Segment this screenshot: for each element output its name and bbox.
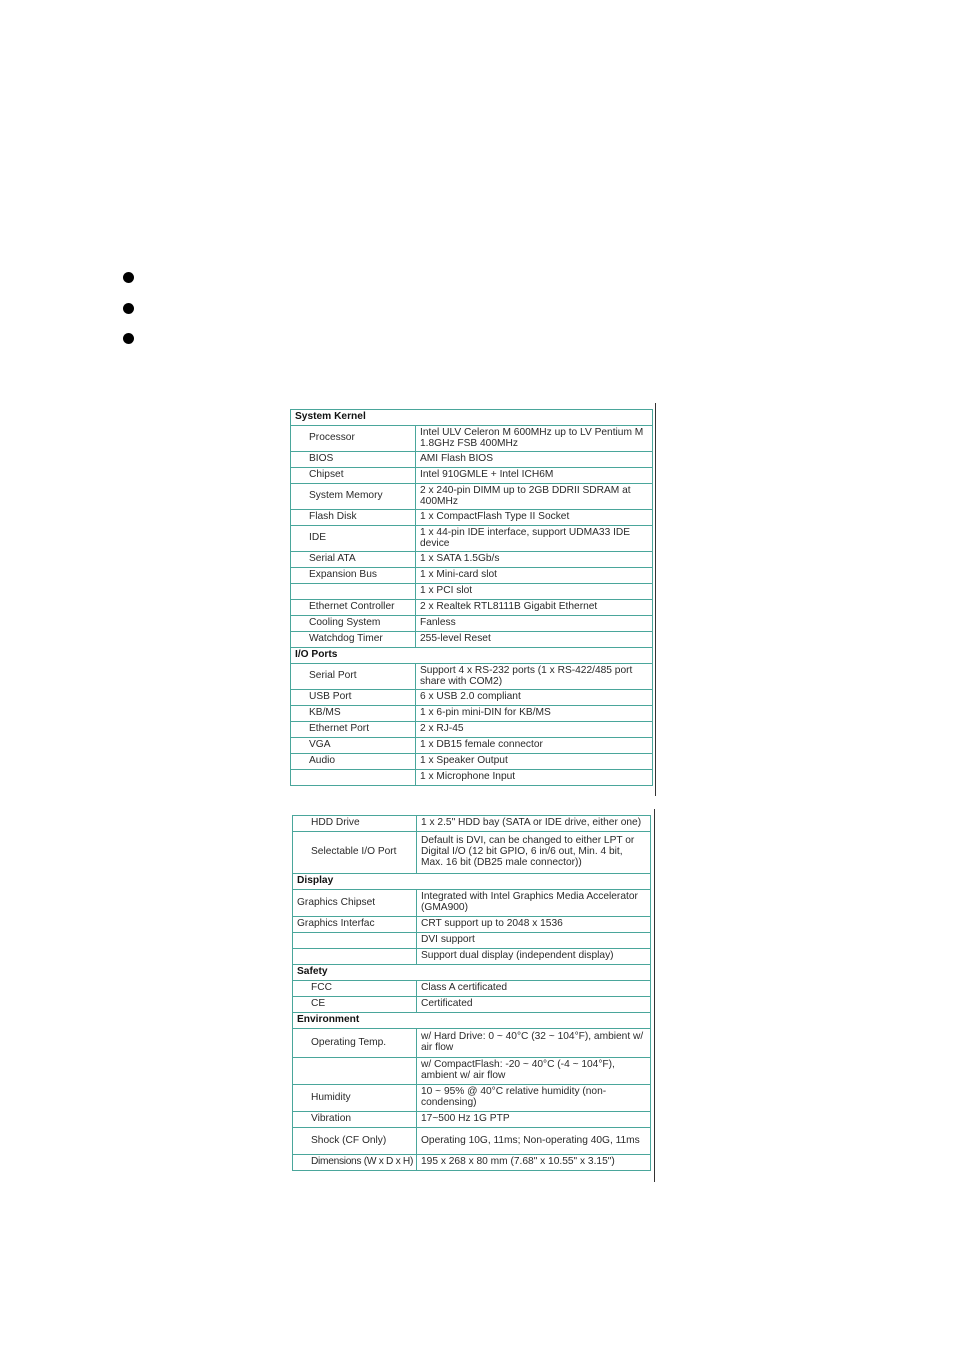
spec-label: Operating Temp.	[293, 1029, 417, 1058]
spec-value: 2 x Realtek RTL8111B Gigabit Ethernet	[416, 600, 653, 616]
section-title-io-ports: I/O Ports	[291, 648, 653, 664]
spec-value: Fanless	[416, 616, 653, 632]
spec-label: Selectable I/O Port	[293, 832, 417, 874]
spec-label: Processor	[291, 426, 416, 452]
spec-value: Operating 10G, 11ms; Non-operating 40G, 11ms	[417, 1128, 651, 1155]
spec-value: 2 x RJ-45	[416, 722, 653, 738]
spec-label: Audio	[291, 754, 416, 770]
spec-label: Watchdog Timer	[291, 632, 416, 648]
spec-value: 1 x Microphone Input	[416, 770, 653, 786]
spec-label: Ethernet Controller	[291, 600, 416, 616]
spec-value: 1 x 6-pin mini-DIN for KB/MS	[416, 706, 653, 722]
spec-label: Serial Port	[291, 664, 416, 690]
bullet-1	[123, 272, 134, 283]
spec-value: 2 x 240-pin DIMM up to 2GB DDRII SDRAM at 400MHz	[416, 484, 653, 510]
spec-table-display-env	[292, 815, 651, 1171]
spec-value: 1 x DB15 female connector	[416, 738, 653, 754]
spec-value: 1 x Speaker Output	[416, 754, 653, 770]
spec-table-system	[290, 409, 653, 786]
spec-label: HDD Drive	[293, 816, 417, 832]
spec-value: Default is DVI, can be changed to either LPT or Digital I/O (12 bit GPIO, 6 in/6 out, Min. 4 bit, Max. 16 bit (DB25 male connector))	[417, 832, 651, 874]
spec-label: FCC	[293, 981, 417, 997]
spec-label: Serial ATA	[291, 552, 416, 568]
bullet-3	[123, 333, 134, 344]
spec-value: Support dual display (independent display)	[417, 949, 651, 965]
spec-label: Dimensions (W x D x H)	[293, 1155, 417, 1171]
spec-value: 17~500 Hz 1G PTP	[417, 1112, 651, 1128]
spec-label: Graphics Interfac	[293, 917, 417, 933]
spec-value: 195 x 268 x 80 mm (7.68" x 10.55" x 3.15")	[417, 1155, 651, 1171]
spec-label: Humidity	[293, 1085, 417, 1112]
spec-label: CE	[293, 997, 417, 1013]
spec-value: Support 4 x RS-232 ports (1 x RS-422/485 port share with COM2)	[416, 664, 653, 690]
section-title-environment: Environment	[293, 1013, 651, 1029]
table2-edge-line	[654, 809, 655, 1182]
spec-value: Integrated with Intel Graphics Media Accelerator (GMA900)	[417, 890, 651, 917]
spec-value: 1 x Mini-card slot	[416, 568, 653, 584]
spec-label	[293, 1058, 417, 1085]
spec-value: 6 x USB 2.0 compliant	[416, 690, 653, 706]
spec-label	[291, 584, 416, 600]
spec-label: System Memory	[291, 484, 416, 510]
spec-value: AMI Flash BIOS	[416, 452, 653, 468]
spec-label	[293, 933, 417, 949]
spec-value: Intel ULV Celeron M 600MHz up to LV Pentium M 1.8GHz FSB 400MHz	[416, 426, 653, 452]
spec-label: Cooling System	[291, 616, 416, 632]
spec-value: 1 x PCI slot	[416, 584, 653, 600]
spec-label: VGA	[291, 738, 416, 754]
spec-label: Flash Disk	[291, 510, 416, 526]
spec-label: Expansion Bus	[291, 568, 416, 584]
section-title-safety: Safety	[293, 965, 651, 981]
spec-value: 1 x 2.5" HDD bay (SATA or IDE drive, either one)	[417, 816, 651, 832]
table1-edge-line	[655, 403, 656, 796]
spec-value: Class A certificated	[417, 981, 651, 997]
section-title-system-kernel: System Kernel	[291, 410, 653, 426]
spec-label: Shock (CF Only)	[293, 1128, 417, 1155]
spec-value: Intel 910GMLE + Intel ICH6M	[416, 468, 653, 484]
section-title-display: Display	[293, 874, 651, 890]
spec-value: 1 x 44-pin IDE interface, support UDMA33 IDE device	[416, 526, 653, 552]
spec-value: w/ CompactFlash: -20 ~ 40°C (-4 ~ 104°F), ambient w/ air flow	[417, 1058, 651, 1085]
spec-label: BIOS	[291, 452, 416, 468]
spec-value: w/ Hard Drive: 0 ~ 40°C (32 ~ 104°F), ambient w/ air flow	[417, 1029, 651, 1058]
spec-label: USB Port	[291, 690, 416, 706]
spec-value: 10 ~ 95% @ 40°C relative humidity (non-condensing)	[417, 1085, 651, 1112]
spec-value: DVI support	[417, 933, 651, 949]
spec-label	[291, 770, 416, 786]
bullet-2	[123, 303, 134, 314]
spec-value: 1 x CompactFlash Type II Socket	[416, 510, 653, 526]
spec-label: Graphics Chipset	[293, 890, 417, 917]
spec-label: Vibration	[293, 1112, 417, 1128]
spec-label	[293, 949, 417, 965]
spec-label: KB/MS	[291, 706, 416, 722]
spec-value: Certificated	[417, 997, 651, 1013]
spec-label: Ethernet Port	[291, 722, 416, 738]
spec-label: IDE	[291, 526, 416, 552]
spec-value: 255-level Reset	[416, 632, 653, 648]
spec-label: Chipset	[291, 468, 416, 484]
spec-value: CRT support up to 2048 x 1536	[417, 917, 651, 933]
spec-value: 1 x SATA 1.5Gb/s	[416, 552, 653, 568]
